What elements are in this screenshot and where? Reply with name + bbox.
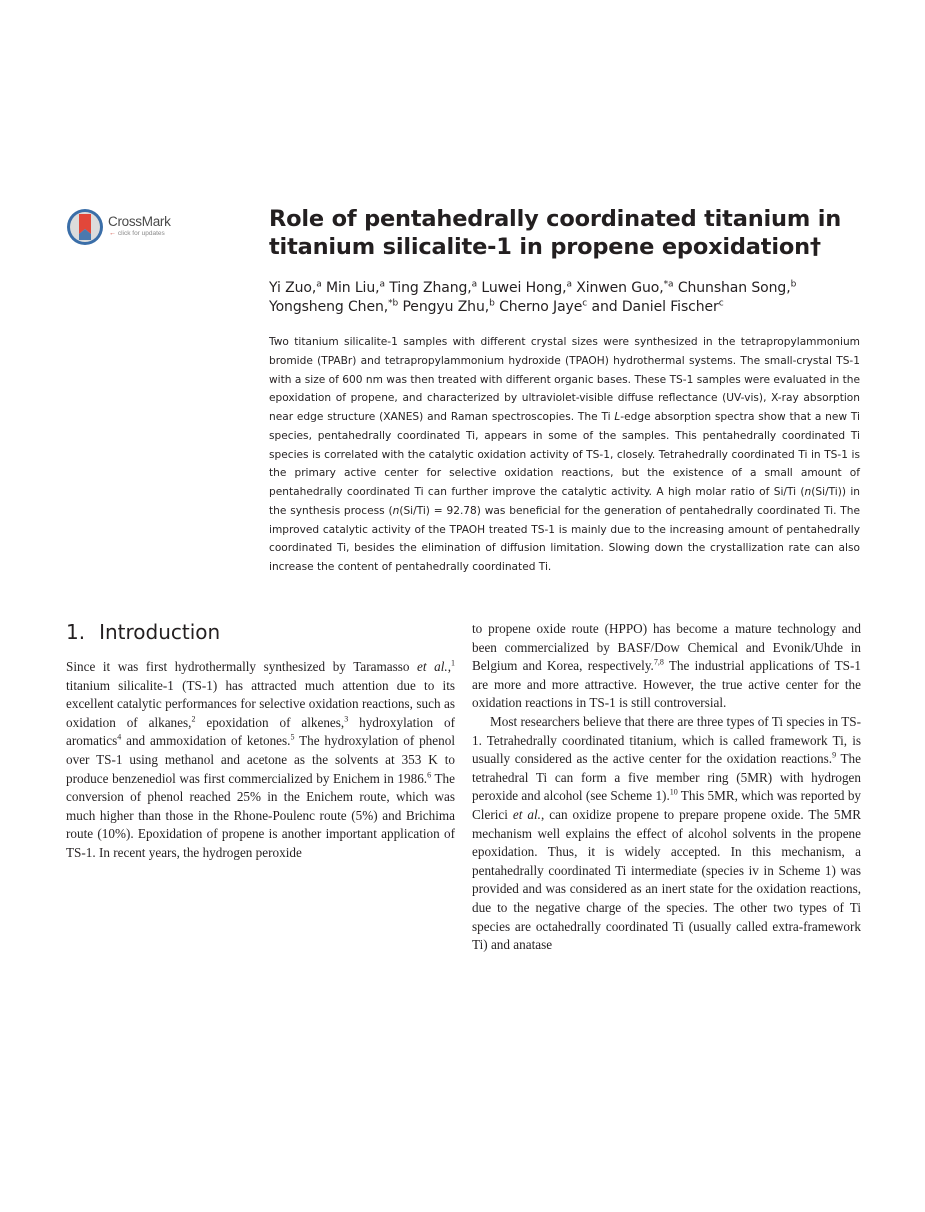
italic-text: et al. (512, 806, 541, 822)
author (576, 280, 673, 296)
right-column (472, 620, 861, 955)
author-list (269, 279, 869, 317)
author-affiliation-mark: *a (663, 279, 674, 290)
author-name: Yi Zuo, (269, 280, 317, 296)
author-name: Luwei Hong, (481, 280, 567, 296)
author-name: Chunshan Song, (677, 280, 791, 296)
author (481, 280, 571, 296)
author-affiliation-mark: b (790, 279, 797, 290)
italic-text: et al. (417, 659, 448, 674)
abstract: Two titanium silicalite-1 samples with different crystal sizes were synthesized in the tetrapropylammonium bromide (TPABr) and tetrapropylammonium hydroxide (TPAOH) hydrothermal systems. The small-crystal TS-1 with a size of 600 nm was then treated with different organic bases. These TS-1 samples were evaluated in the epoxidation of propene, and characterized by ultraviolet-visible diffuse reflectance (UV-vis), X-ray absorption near edge structure (XANES) and Raman spectroscopies. The Ti L-edge absorption spectra show that a new Ti species, pentahedrally coordinated Ti, appears in some of the samples. This pentahedrally coordinated Ti species is correlated with the catalytic oxidation activity of TS-1, closely. Tetrahedrally coordinated Ti in TS-1 is the primary active center for selective oxidation reactions, but the existence of a small amount of pentahedrally coordinated Ti can further improve the catalytic activity. A high molar ratio of Si/Ti (n(Si/Ti)) in the synthesis process (n(Si/Ti) = 92.78) was beneficial for the generation of pentahedrally coordinated Ti. The improved catalytic activity of the TPAOH treated TS-1 is mainly due to the increasing amount of pentahedrally coordinated Ti, besides the elimination of diffusion limitation. Slowing down the crystallization rate can also increase the content of pentahedrally coordinated Ti. (269, 336, 861, 573)
author-name: Pengyu Zhu, (402, 299, 490, 315)
section-number: 1. (66, 620, 86, 644)
left-column (66, 658, 455, 863)
intro-paragraph-3: Most researchers believe that there are three types of Ti species in TS-1. Tetrahedrally coordinated titanium, which is called framework Ti, is usually considered as the active center for the oxidation reactions.$^9$ The tetrahedral Ti can form a five member ring (5MR) with hydrogen peroxide and alcohol (see Scheme 1).$^{10}$ This 5MR, which was reported by Clerici et al., can oxidize propene to prepare propene oxide. The 5MR mechanism well explains the effect of alcohol solvents in the propene epoxidation. Thus, it is widely accepted. In this mechanism, a pentahedrally coordinated Ti intermediate (species iv in Scheme 1) was provided and was considered as an inert state for the oxidation reactions, due to the negative charge of the species. The other two types of Ti species are octahedrally coordinated Ti (usually called extra-framework Ti) and anatase (472, 713, 862, 953)
crossmark-sublabel-text: click for updates (117, 230, 165, 237)
author-affiliation-mark: b (489, 298, 495, 309)
author-name: Xinwen Guo, (576, 280, 664, 296)
crossmark-sublabel[interactable] (109, 230, 165, 237)
crossmark-badge[interactable] (66, 207, 186, 249)
citation-ref[interactable]: 4 (117, 732, 122, 742)
author (678, 280, 796, 296)
author-name: Yongsheng Chen, (269, 299, 389, 315)
author (269, 280, 322, 296)
author-affiliation-mark: c (582, 298, 588, 309)
citation-ref[interactable]: 9 (832, 750, 837, 760)
author-affiliation-mark: *b (388, 298, 399, 309)
author-affiliation-mark: c (718, 298, 724, 309)
author-name: Ting Zhang, (389, 280, 472, 296)
author (269, 299, 398, 315)
intro-paragraph-2: to propene oxide route (HPPO) has become a mature technology and been commercialized by BASF/Dow Chemical and Evonik/Uhde in Belgium and Korea, respectively.$^{7,8}$ The industrial applications of TS-1 are more and more attractive. However, the true active center for the oxidation reactions in TS-1 is still controversial. (472, 621, 861, 711)
author (499, 299, 587, 315)
article-title: Role of pentahedrally coordinated titanium in titanium silicalite-1 in propene epoxidation† (269, 206, 842, 260)
author (326, 280, 385, 296)
citation-ref[interactable]: 10 (669, 787, 678, 797)
author-name: Min Liu, (325, 280, 380, 296)
citation-ref[interactable]: 1 (451, 658, 456, 668)
author-affiliation-mark: a (471, 279, 478, 290)
author-affiliation-mark: a (379, 279, 385, 290)
author-name: and Daniel Fischer (591, 299, 719, 315)
citation-ref[interactable]: 6 (427, 770, 432, 780)
author-name: Cherno Jaye (499, 299, 583, 315)
citation-ref[interactable]: 7,8 (653, 657, 664, 667)
author (402, 299, 494, 315)
italic-symbol: n (804, 486, 812, 498)
italic-symbol: n (392, 504, 400, 517)
citation-ref[interactable]: 2 (191, 714, 196, 724)
intro-paragraph-1: Since it was first hydrothermally synthesized by Taramasso et al.,$^1$ titanium silicalite-1 (TS-1) has attracted much attention due to its excellent catalytic performances for selective oxidation reactions, such as oxidation of alkanes,$^2$ epoxidation of alkenes,$^3$ hydroxylation of aromatics$^4$ and ammoxidation of ketones.$^5$ The hydroxylation of phenol over TS-1 using methanol and acetone as the solvents at 353 K to produce benzenediol was first commercialized by Enichem in 1986.$^6$ The conversion of phenol reached 25% in the Enichem route, which was much higher than those in the Rhone-Poulenc route (5%) and Brichima route (10%). Epoxidation of propene is another important application of TS-1. In recent years, the hydrogen peroxide (66, 658, 456, 860)
section-heading-introduction (66, 620, 220, 644)
italic-symbol: L (614, 411, 621, 423)
author (389, 280, 477, 296)
crossmark-icon (66, 207, 104, 247)
arrow-left-icon: ← (109, 230, 116, 237)
section-title: Introduction (99, 620, 221, 644)
citation-ref[interactable]: 3 (344, 714, 349, 724)
author (591, 299, 723, 315)
crossmark-label: CrossMark (108, 214, 171, 229)
author-affiliation-mark: a (566, 279, 572, 290)
citation-ref[interactable]: 5 (290, 732, 295, 742)
author-affiliation-mark: a (316, 279, 322, 290)
